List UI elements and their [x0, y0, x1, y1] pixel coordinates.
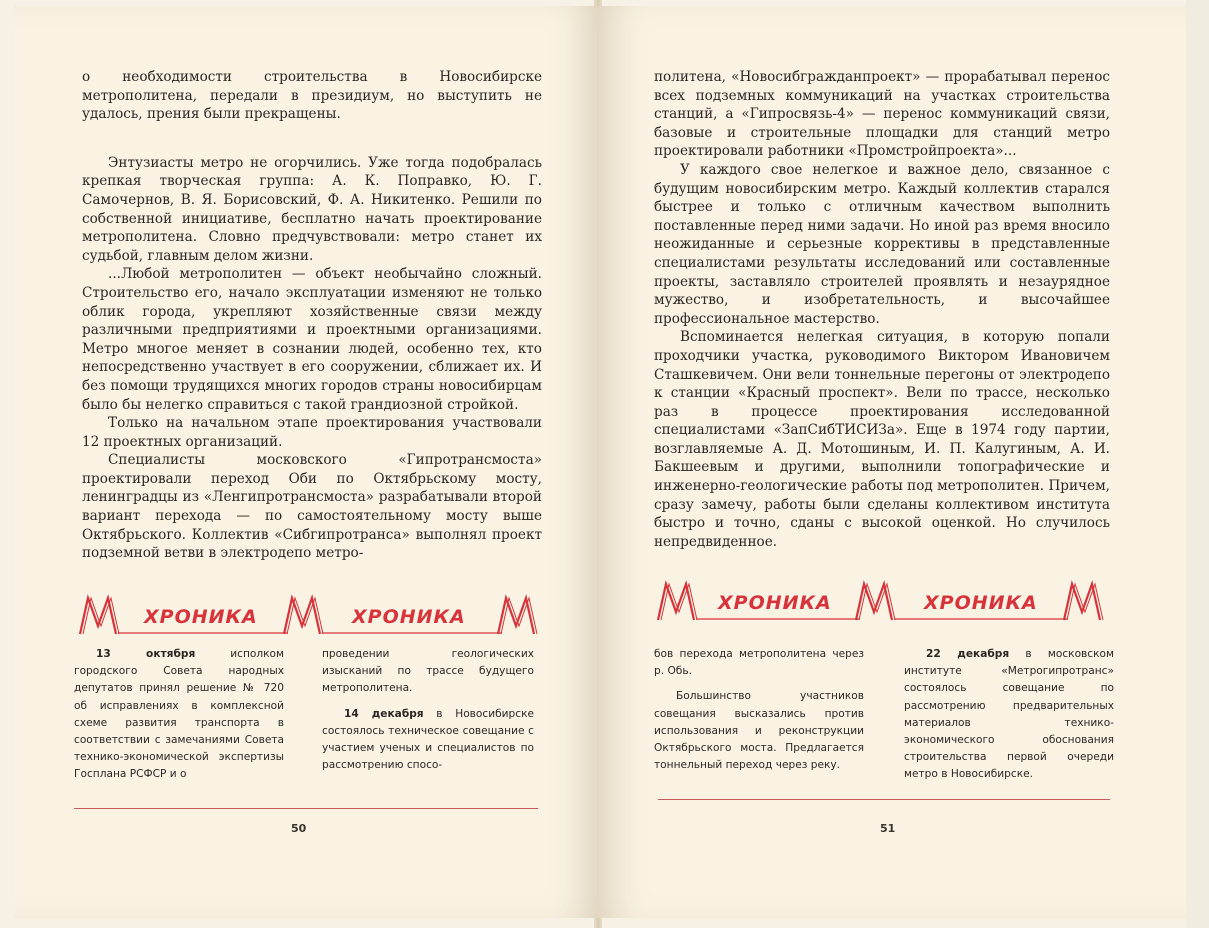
left-paragraph-3: ...Любой метрополитен — объект необычайно сложный. Строительство его, начало эксплуатации изменяют не только облик города, укрепляют хозяйственные связи между различными предприятиями и проектными организациями. Метро многое меняет в сознании людей, особенно тех, кто непосредственно участвует в его сооружении, сближает их. И без помощи трудящихся многих городов страны новосибирцам было бы нелегко справиться с такой грандиозной стройкой.	[82, 266, 542, 413]
right-chronicle-col-2	[904, 646, 1114, 792]
metro-m-logo	[1064, 584, 1100, 620]
left-main-text	[82, 68, 542, 563]
chronicle-entry: исполком городского Совета народных депутатов принял решение № 720 об исправлениях в комплексной схеме развития транспорта в соответствии с замечаниями Совета технико-экономической экспертизы Госплана РСФСР и о	[74, 648, 284, 781]
left-paragraph-1: о необходимости строительства в Новосибирске метрополитена, передали в президиум, но выступить не удалось, прения были прекращены.	[82, 69, 542, 123]
left-chronicle-col-2	[322, 646, 534, 782]
metro-m-logo	[80, 598, 116, 634]
left-paragraph-2: Энтузиасты метро не огорчились. Уже тогда подобралась крепкая творческая группа: А. К. Поправко, Ю. Г. Самочернов, В. Я. Борисовский, Ф. А. Никитенко. Решили по собственной инициативе, бесплатно начать проектирование метрополитена. Словно предчувствовали: метро станет их судьбой, главным делом жизни.	[82, 154, 542, 264]
chronicle-entry: Большинство участников совещания высказались против использования и реконструкции Октябрьского моста. Предлагается тоннельный переход через реку.	[654, 690, 864, 772]
right-paragraph-1: политена, «Новосибгражданпроект» — прорабатывал перенос всех подземных коммуникаций на участках строительства станций, а «Гипросвязь-4» — перенос коммуникаций связи, базовые и строительные площадки для станций метро проектировали работники «Промстройпроекта»...	[654, 69, 1110, 160]
metro-m-logo	[658, 584, 694, 620]
right-chronicle-banner	[654, 578, 1116, 626]
right-bottom-rule	[658, 799, 1110, 800]
left-page	[14, 6, 598, 918]
book-edge	[1186, 0, 1209, 928]
left-bottom-rule	[74, 808, 538, 809]
chronicle-heading: ХРОНИКА	[924, 592, 1038, 614]
left-paragraph-4: Только на начальном этапе проектирования участвовали 12 проектных организаций.	[82, 415, 542, 450]
chronicle-date: 14 декабря	[344, 707, 424, 720]
chronicle-heading: ХРОНИКА	[718, 592, 832, 614]
chronicle-entry: в московском институте «Метрогипротранс» состоялось совещание по рассмотрению предварительных материалов технико-экономического обоснования строительства первой очереди метро в Новосибирске.	[904, 648, 1114, 781]
right-paragraph-3: Вспоминается нелегкая ситуация, в которую попали проходчики участка, руководимого Виктором Ивановичем Сташкевичем. Они вели тоннельные перегоны от электродепо к станции «Красный проспект». Вели по трассе, несколько раз в процессе проектирования исследованной специалистами «ЗапСибТИСИЗа». Еще в 1974 году партии, возглавляемые А. Д. Мотошиным, И. П. Калугиным, А. И. Бакшеевым и другими, выполнили топографические и инженерно-геологические работы под метрополитен. Причем, сразу замечу, работы были сделаны коллективом института быстро и точно, сданы с высокой оценкой. Но случилось непредвиденное.	[654, 329, 1110, 550]
left-chronicle-col-1	[74, 646, 284, 792]
left-chronicle-banner	[74, 592, 550, 640]
chronicle-heading: ХРОНИКА	[352, 606, 466, 628]
page-number-right: 51	[880, 822, 896, 835]
right-paragraph-2: У каждого свое нелегкое и важное дело, связанное с будущим новосибирским метро. Каждый коллектив старался быстрее и только с отличным качеством выполнить поставленные перед ними задачи. Но иной раз время вносило неожиданные и серьезные коррективы в представленные специалистами результаты исследований или составленные проекты, заставляло строителей проявлять и незаурядное мужество, и изобретательность, и высочайшее профессиональное мастерство.	[654, 161, 1110, 327]
chronicle-entry: в Новосибирске состоялось техническое совещание с участием ученых и специалистов по рассмотрению спосо-	[322, 707, 535, 772]
right-chronicle-col-1	[654, 646, 864, 782]
chronicle-entry: бов перехода метрополитена через р. Обь.	[654, 648, 864, 678]
chronicle-heading: ХРОНИКА	[144, 606, 258, 628]
right-main-text	[654, 68, 1110, 551]
chronicle-date: 13 октября	[96, 648, 196, 660]
metro-m-logo	[498, 598, 534, 634]
right-page	[598, 6, 1186, 918]
left-paragraph-5: Специалисты московского «Гипротрансмоста» проектировали переход Оби по Октябрьскому мосту, ленинградцы из «Ленгипротрансмоста» разрабатывали второй вариант перехода — по самостоятельному мосту выше Октябрьского. Коллектив «Сибгипротранса» выполнял проект подземной ветви в электродепо метро-	[82, 452, 542, 562]
metro-m-logo	[284, 598, 320, 634]
chronicle-entry: проведении геологических изысканий по трассе будущего метрополитена.	[322, 648, 534, 695]
chronicle-date: 22 декабря	[926, 648, 1010, 660]
page-number-left: 50	[291, 822, 307, 835]
metro-m-logo	[856, 584, 892, 620]
